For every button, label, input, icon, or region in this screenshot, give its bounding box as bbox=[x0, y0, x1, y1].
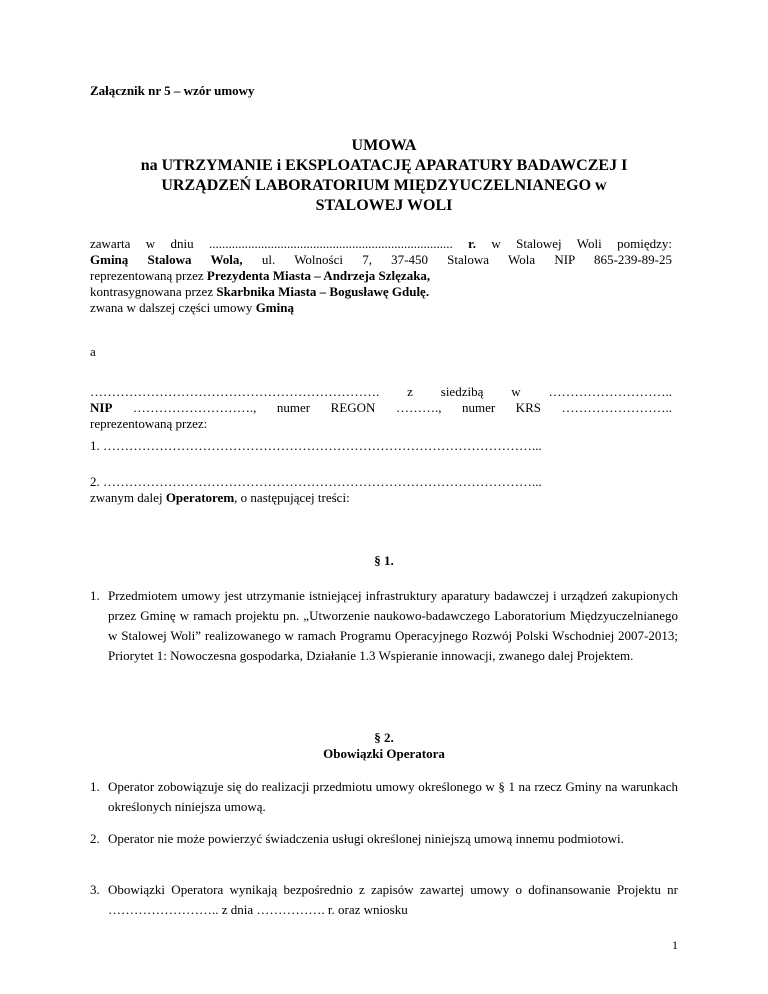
title-line-1: UMOWA bbox=[351, 137, 417, 154]
intro-line-3: reprezentowaną przez Prezydenta Miasta – Andrzeja Szlęzaka, bbox=[90, 268, 431, 283]
title-line-4: STALOWEJ WOLI bbox=[315, 197, 453, 214]
section-2-subheading: Obowiązki Operatora bbox=[323, 746, 445, 761]
section-2-item-3: 3. Obowiązki Operatora wynikają bezpośrednio z zapisów zawartej umowy o dofinansowanie Projektu nr …………………….. z dnia ……………. r. oraz wniosku bbox=[90, 882, 678, 917]
operator-line-1: …………………………………………………………. z siedzibą w ……………………….. bbox=[90, 384, 672, 399]
operator-closing-line: zwanym dalej Operatorem, o następującej treści: bbox=[90, 490, 350, 505]
section-1-item-1: 1. Przedmiotem umowy jest utrzymanie istniejącej infrastruktury aparatury badawczej i urządzeń zakupionych przez Gminę w ramach projektu pn. „Utworzenie naukowo-badawczego Laboratorium Międzyuczelnianego w Stalowej Woli” realizowanego w ramach Programu Operacyjnego Rozwój Polski Wschodniej 2007-2013; Priorytet 1: Nowoczesna gospodarka, Działanie 1.3 Wspieranie innowacji, zwanego dalej Projektem. bbox=[90, 588, 678, 663]
page-number: 1 bbox=[672, 938, 678, 952]
intro-line-4: kontrasygnowana przez Skarbnika Miasta – Bogusławę Gdulę. bbox=[90, 284, 430, 299]
party-gmina bbox=[90, 236, 672, 316]
annex-label: Załącznik nr 5 – wzór umowy bbox=[90, 83, 255, 98]
intro-line-5: zwana w dalszej części umowy Gminą bbox=[90, 300, 294, 315]
title-line-3: URZĄDZEŃ LABORATORIUM MIĘDZYUCZELNIANEGO w bbox=[161, 177, 607, 194]
party-operator bbox=[90, 384, 672, 432]
representative-2: 2. ………………………………………………………………………………………... bbox=[90, 474, 542, 489]
section-2-item-2: 2. Operator nie może powierzyć świadczenia usługi określonej niniejszą umową innemu podmiotowi. bbox=[90, 831, 624, 846]
section-1-heading: § 1. bbox=[374, 553, 394, 568]
document-title bbox=[90, 136, 678, 216]
operator-line-3: reprezentowaną przez: bbox=[90, 416, 208, 431]
title-line-2: na UTRZYMANIE i EKSPLOATACJĘ APARATURY BADAWCZEJ I bbox=[140, 157, 628, 174]
intro-line-1: zawarta w dniu ........................................................................... r. w Stalowej Woli pomiędzy: bbox=[90, 236, 672, 251]
section-2-heading: § 2. bbox=[374, 730, 394, 745]
operator-line-2: NIP ………………………., numer REGON ………., numer KRS …………………….. bbox=[90, 400, 672, 415]
conjunction: a bbox=[90, 344, 96, 359]
intro-line-2: Gminą Stalowa Wola, ul. Wolności 7, 37-450 Stalowa Wola NIP 865-239-89-25 bbox=[90, 252, 672, 267]
representative-1: 1. ………………………………………………………………………………………... bbox=[90, 438, 542, 453]
section-2-item-1: 1. Operator zobowiązuje się do realizacji przedmiotu umowy określonego w § 1 na rzecz Gminy na warunkach określonych niniejsza umową. bbox=[90, 779, 678, 814]
